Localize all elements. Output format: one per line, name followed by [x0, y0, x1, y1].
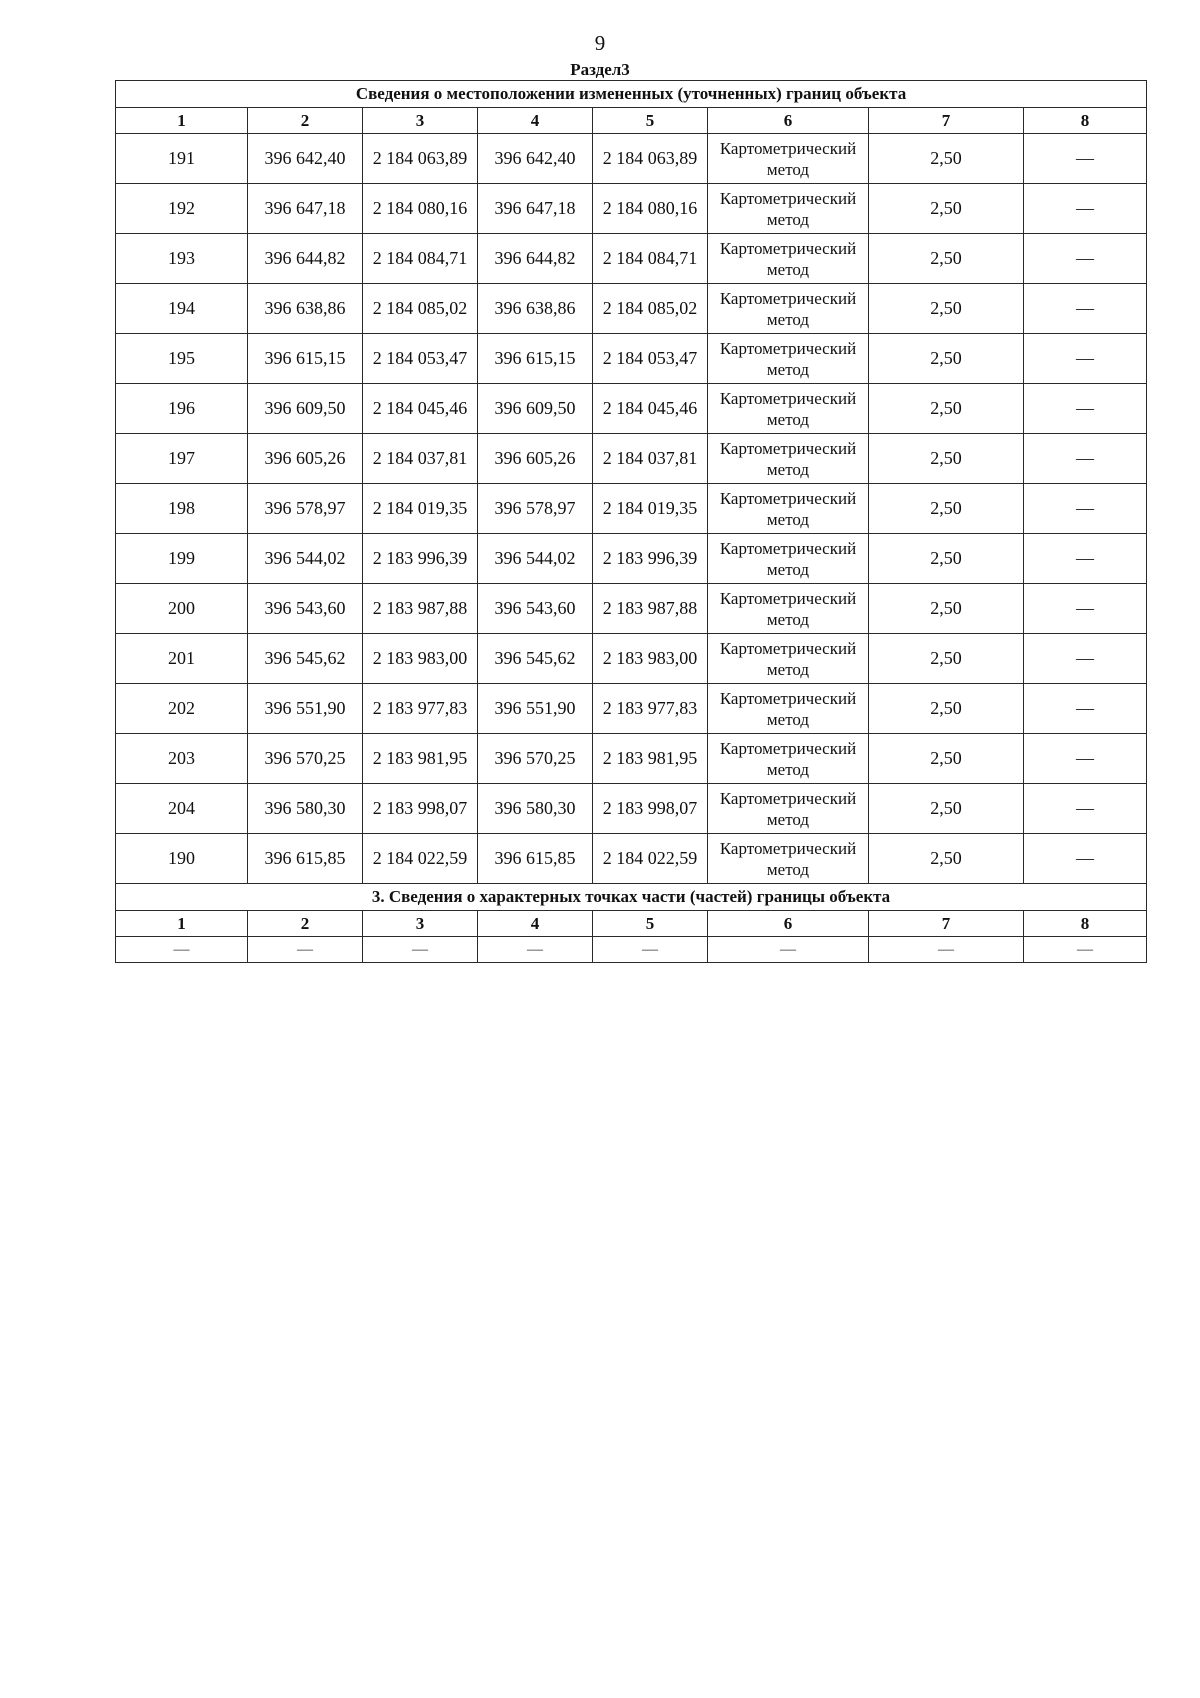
x-coordinate-2-cell: 396 545,62: [478, 634, 593, 684]
accuracy-cell: 2,50: [869, 434, 1024, 484]
table-row: [116, 534, 1147, 584]
column-number: 4: [478, 911, 593, 937]
table-heading-parts: [116, 884, 1147, 911]
x-coordinate-cell: 396 545,62: [248, 634, 363, 684]
table-body: [116, 81, 1147, 963]
y-coordinate-2-cell: 2 184 019,35: [593, 484, 708, 534]
note-cell: —: [1024, 234, 1147, 284]
x-coordinate-cell: 396 638,86: [248, 284, 363, 334]
y-coordinate-cell: 2 184 019,35: [363, 484, 478, 534]
y-coordinate-2-cell: 2 184 084,71: [593, 234, 708, 284]
y-coordinate-cell: 2 183 977,83: [363, 684, 478, 734]
point-number-cell: 203: [116, 734, 248, 784]
accuracy-cell: 2,50: [869, 184, 1024, 234]
x-coordinate-2-cell: 396 647,18: [478, 184, 593, 234]
note-cell: —: [1024, 184, 1147, 234]
y-coordinate-2-cell: 2 183 983,00: [593, 634, 708, 684]
y-coordinate-cell: 2 184 037,81: [363, 434, 478, 484]
point-number-cell: 191: [116, 134, 248, 184]
accuracy-cell: 2,50: [869, 734, 1024, 784]
y-coordinate-cell: 2 183 998,07: [363, 784, 478, 834]
table-row: [116, 284, 1147, 334]
method-cell: Картометрический метод: [708, 684, 869, 734]
point-number-cell: 192: [116, 184, 248, 234]
column-number: 8: [1024, 108, 1147, 134]
column-number: 4: [478, 108, 593, 134]
method-cell: Картометрический метод: [708, 384, 869, 434]
column-number: 1: [116, 911, 248, 937]
y-coordinate-cell: 2 184 045,46: [363, 384, 478, 434]
column-number: 5: [593, 108, 708, 134]
point-number-cell: 195: [116, 334, 248, 384]
column-number: 5: [593, 911, 708, 937]
y-coordinate-cell: 2 184 063,89: [363, 134, 478, 184]
x-coordinate-cell: 396 543,60: [248, 584, 363, 634]
table-row: [116, 484, 1147, 534]
y-coordinate-2-cell: —: [593, 937, 708, 963]
point-number-cell: 198: [116, 484, 248, 534]
point-number-cell: 201: [116, 634, 248, 684]
table-row: [116, 937, 1147, 963]
note-cell: —: [1024, 684, 1147, 734]
column-number: 6: [708, 108, 869, 134]
y-coordinate-cell: 2 183 987,88: [363, 584, 478, 634]
x-coordinate-2-cell: 396 570,25: [478, 734, 593, 784]
column-number: 7: [869, 108, 1024, 134]
x-coordinate-cell: 396 609,50: [248, 384, 363, 434]
point-number-cell: —: [116, 937, 248, 963]
coordinates-table: [115, 80, 1147, 963]
x-coordinate-cell: 396 551,90: [248, 684, 363, 734]
x-coordinate-cell: 396 644,82: [248, 234, 363, 284]
x-coordinate-cell: 396 578,97: [248, 484, 363, 534]
table-row: [116, 434, 1147, 484]
y-coordinate-cell: 2 184 080,16: [363, 184, 478, 234]
column-number: 3: [363, 911, 478, 937]
y-coordinate-2-cell: 2 184 053,47: [593, 334, 708, 384]
point-number-cell: 196: [116, 384, 248, 434]
x-coordinate-2-cell: 396 605,26: [478, 434, 593, 484]
y-coordinate-2-cell: 2 184 045,46: [593, 384, 708, 434]
column-number-row: [116, 911, 1147, 937]
accuracy-cell: 2,50: [869, 484, 1024, 534]
accuracy-cell: 2,50: [869, 284, 1024, 334]
table-row: [116, 784, 1147, 834]
method-cell: Картометрический метод: [708, 634, 869, 684]
point-number-cell: 199: [116, 534, 248, 584]
method-cell: Картометрический метод: [708, 334, 869, 384]
accuracy-cell: 2,50: [869, 334, 1024, 384]
note-cell: —: [1024, 834, 1147, 884]
note-cell: —: [1024, 484, 1147, 534]
note-cell: —: [1024, 584, 1147, 634]
y-coordinate-2-cell: 2 183 998,07: [593, 784, 708, 834]
x-coordinate-cell: 396 615,85: [248, 834, 363, 884]
y-coordinate-2-cell: 2 183 977,83: [593, 684, 708, 734]
x-coordinate-2-cell: 396 543,60: [478, 584, 593, 634]
method-cell: Картометрический метод: [708, 184, 869, 234]
note-cell: —: [1024, 434, 1147, 484]
y-coordinate-cell: 2 184 085,02: [363, 284, 478, 334]
table-row: [116, 834, 1147, 884]
x-coordinate-2-cell: 396 609,50: [478, 384, 593, 434]
accuracy-cell: —: [869, 937, 1024, 963]
table-heading-boundaries: [116, 81, 1147, 108]
table-heading-parts-text: 3. Сведения о характерных точках части (частей) границы объекта: [116, 884, 1147, 911]
table-row: [116, 734, 1147, 784]
y-coordinate-cell: 2 183 996,39: [363, 534, 478, 584]
x-coordinate-2-cell: 396 644,82: [478, 234, 593, 284]
note-cell: —: [1024, 734, 1147, 784]
x-coordinate-2-cell: —: [478, 937, 593, 963]
table-row: [116, 684, 1147, 734]
column-number: 1: [116, 108, 248, 134]
point-number-cell: 194: [116, 284, 248, 334]
method-cell: —: [708, 937, 869, 963]
y-coordinate-2-cell: 2 184 085,02: [593, 284, 708, 334]
y-coordinate-cell: 2 184 084,71: [363, 234, 478, 284]
note-cell: —: [1024, 334, 1147, 384]
accuracy-cell: 2,50: [869, 384, 1024, 434]
method-cell: Картометрический метод: [708, 834, 869, 884]
point-number-cell: 197: [116, 434, 248, 484]
table-row: [116, 184, 1147, 234]
y-coordinate-2-cell: 2 184 063,89: [593, 134, 708, 184]
method-cell: Картометрический метод: [708, 434, 869, 484]
y-coordinate-cell: 2 183 981,95: [363, 734, 478, 784]
accuracy-cell: 2,50: [869, 134, 1024, 184]
method-cell: Картометрический метод: [708, 534, 869, 584]
accuracy-cell: 2,50: [869, 584, 1024, 634]
point-number-cell: 202: [116, 684, 248, 734]
page-number: 9: [594, 31, 606, 55]
table-row: [116, 584, 1147, 634]
x-coordinate-cell: 396 642,40: [248, 134, 363, 184]
table-row: [116, 334, 1147, 384]
column-number: 8: [1024, 911, 1147, 937]
method-cell: Картометрический метод: [708, 584, 869, 634]
accuracy-cell: 2,50: [869, 684, 1024, 734]
point-number-cell: 193: [116, 234, 248, 284]
point-number-cell: 200: [116, 584, 248, 634]
y-coordinate-2-cell: 2 184 080,16: [593, 184, 708, 234]
column-number: 3: [363, 108, 478, 134]
table-heading-boundaries-text: Сведения о местоположении измененных (уточненных) границ объекта: [116, 81, 1147, 108]
y-coordinate-cell: 2 183 983,00: [363, 634, 478, 684]
method-cell: Картометрический метод: [708, 134, 869, 184]
x-coordinate-cell: 396 615,15: [248, 334, 363, 384]
y-coordinate-2-cell: 2 183 981,95: [593, 734, 708, 784]
x-coordinate-2-cell: 396 578,97: [478, 484, 593, 534]
note-cell: —: [1024, 134, 1147, 184]
method-cell: Картометрический метод: [708, 784, 869, 834]
x-coordinate-cell: 396 570,25: [248, 734, 363, 784]
note-cell: —: [1024, 534, 1147, 584]
table-row: [116, 234, 1147, 284]
column-number: 2: [248, 108, 363, 134]
x-coordinate-cell: 396 580,30: [248, 784, 363, 834]
note-cell: —: [1024, 634, 1147, 684]
y-coordinate-cell: 2 184 022,59: [363, 834, 478, 884]
method-cell: Картометрический метод: [708, 484, 869, 534]
note-cell: —: [1024, 784, 1147, 834]
note-cell: —: [1024, 937, 1147, 963]
x-coordinate-2-cell: 396 615,85: [478, 834, 593, 884]
x-coordinate-2-cell: 396 580,30: [478, 784, 593, 834]
section-title: Раздел3: [570, 60, 630, 79]
x-coordinate-cell: 396 647,18: [248, 184, 363, 234]
y-coordinate-2-cell: 2 183 987,88: [593, 584, 708, 634]
y-coordinate-2-cell: 2 183 996,39: [593, 534, 708, 584]
table-row: [116, 634, 1147, 684]
point-number-cell: 190: [116, 834, 248, 884]
method-cell: Картометрический метод: [708, 234, 869, 284]
accuracy-cell: 2,50: [869, 234, 1024, 284]
table-row: [116, 384, 1147, 434]
x-coordinate-cell: 396 544,02: [248, 534, 363, 584]
x-coordinate-cell: —: [248, 937, 363, 963]
accuracy-cell: 2,50: [869, 634, 1024, 684]
column-number: 7: [869, 911, 1024, 937]
x-coordinate-2-cell: 396 638,86: [478, 284, 593, 334]
y-coordinate-2-cell: 2 184 022,59: [593, 834, 708, 884]
x-coordinate-cell: 396 605,26: [248, 434, 363, 484]
column-number: 2: [248, 911, 363, 937]
accuracy-cell: 2,50: [869, 834, 1024, 884]
x-coordinate-2-cell: 396 615,15: [478, 334, 593, 384]
y-coordinate-cell: —: [363, 937, 478, 963]
x-coordinate-2-cell: 396 551,90: [478, 684, 593, 734]
method-cell: Картометрический метод: [708, 284, 869, 334]
note-cell: —: [1024, 384, 1147, 434]
column-number: 6: [708, 911, 869, 937]
y-coordinate-2-cell: 2 184 037,81: [593, 434, 708, 484]
note-cell: —: [1024, 284, 1147, 334]
point-number-cell: 204: [116, 784, 248, 834]
x-coordinate-2-cell: 396 642,40: [478, 134, 593, 184]
x-coordinate-2-cell: 396 544,02: [478, 534, 593, 584]
y-coordinate-cell: 2 184 053,47: [363, 334, 478, 384]
accuracy-cell: 2,50: [869, 534, 1024, 584]
method-cell: Картометрический метод: [708, 734, 869, 784]
accuracy-cell: 2,50: [869, 784, 1024, 834]
table-row: [116, 134, 1147, 184]
column-number-row: [116, 108, 1147, 134]
